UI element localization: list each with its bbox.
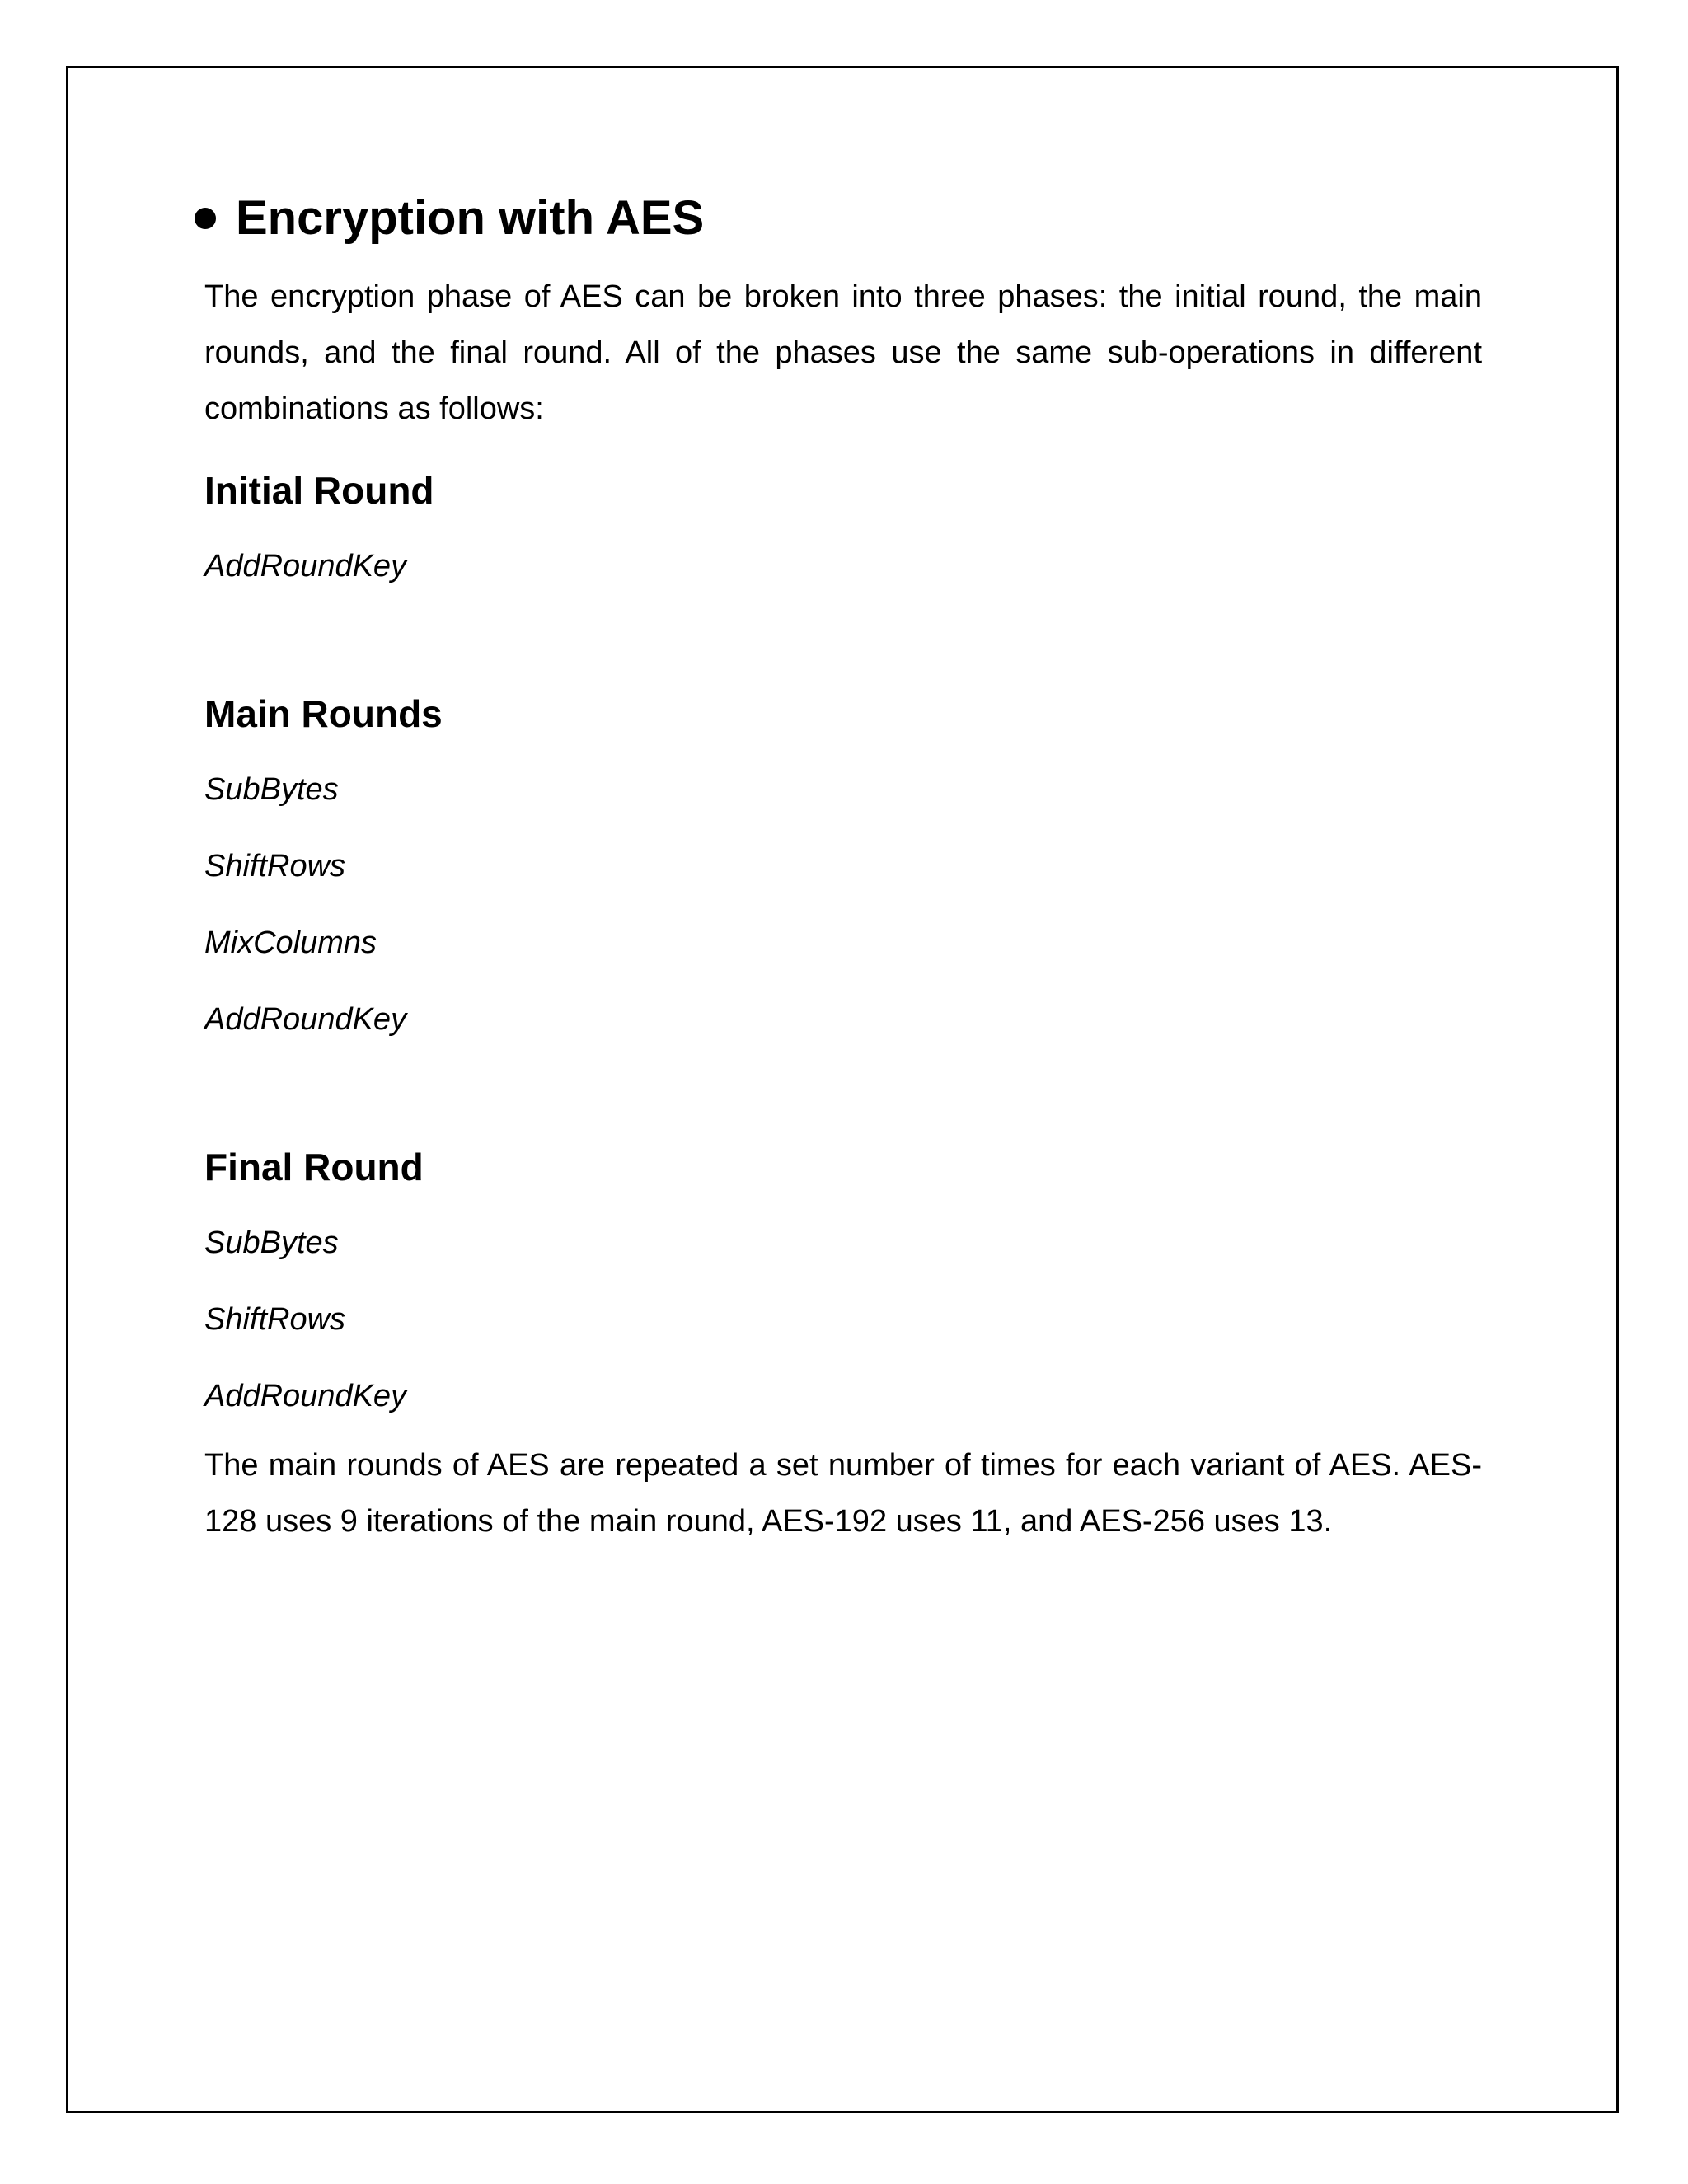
document-body [204, 190, 1482, 1549]
section-heading-final-round: Final Round [204, 1145, 424, 1188]
closing-paragraph: The main rounds of AES are repeated a set number of times for each variant of AES. AES-128 uses 9 iterations of the main round, AES-192 uses 11, and AES-256 uses 13. [204, 1448, 1482, 1540]
operation-item: MixColumns [204, 925, 377, 960]
main-heading [195, 190, 1482, 247]
section-heading-main-rounds: Main Rounds [204, 691, 443, 735]
operation-item: SubBytes [204, 1226, 339, 1261]
operation-item: AddRoundKey [204, 1001, 407, 1037]
operation-item: SubBytes [204, 771, 339, 807]
operation-list-final-round [204, 1225, 1482, 1414]
intro-paragraph: The encryption phase of AES can be broken into three phases: the initial round, the main rounds, and the final round. All of the phases use the same sub-operations in different combinations as follows: [204, 279, 1482, 426]
operation-item: ShiftRows [204, 848, 346, 883]
main-heading-text: Encryption with AES [236, 191, 705, 245]
operation-item: AddRoundKey [204, 548, 407, 583]
operation-list-main-rounds [204, 771, 1482, 1038]
bullet-icon [195, 208, 216, 229]
operation-item: AddRoundKey [204, 1379, 407, 1414]
operation-item: ShiftRows [204, 1302, 346, 1338]
section-heading-initial-round: Initial Round [204, 468, 434, 512]
operation-list-initial-round [204, 548, 1482, 584]
